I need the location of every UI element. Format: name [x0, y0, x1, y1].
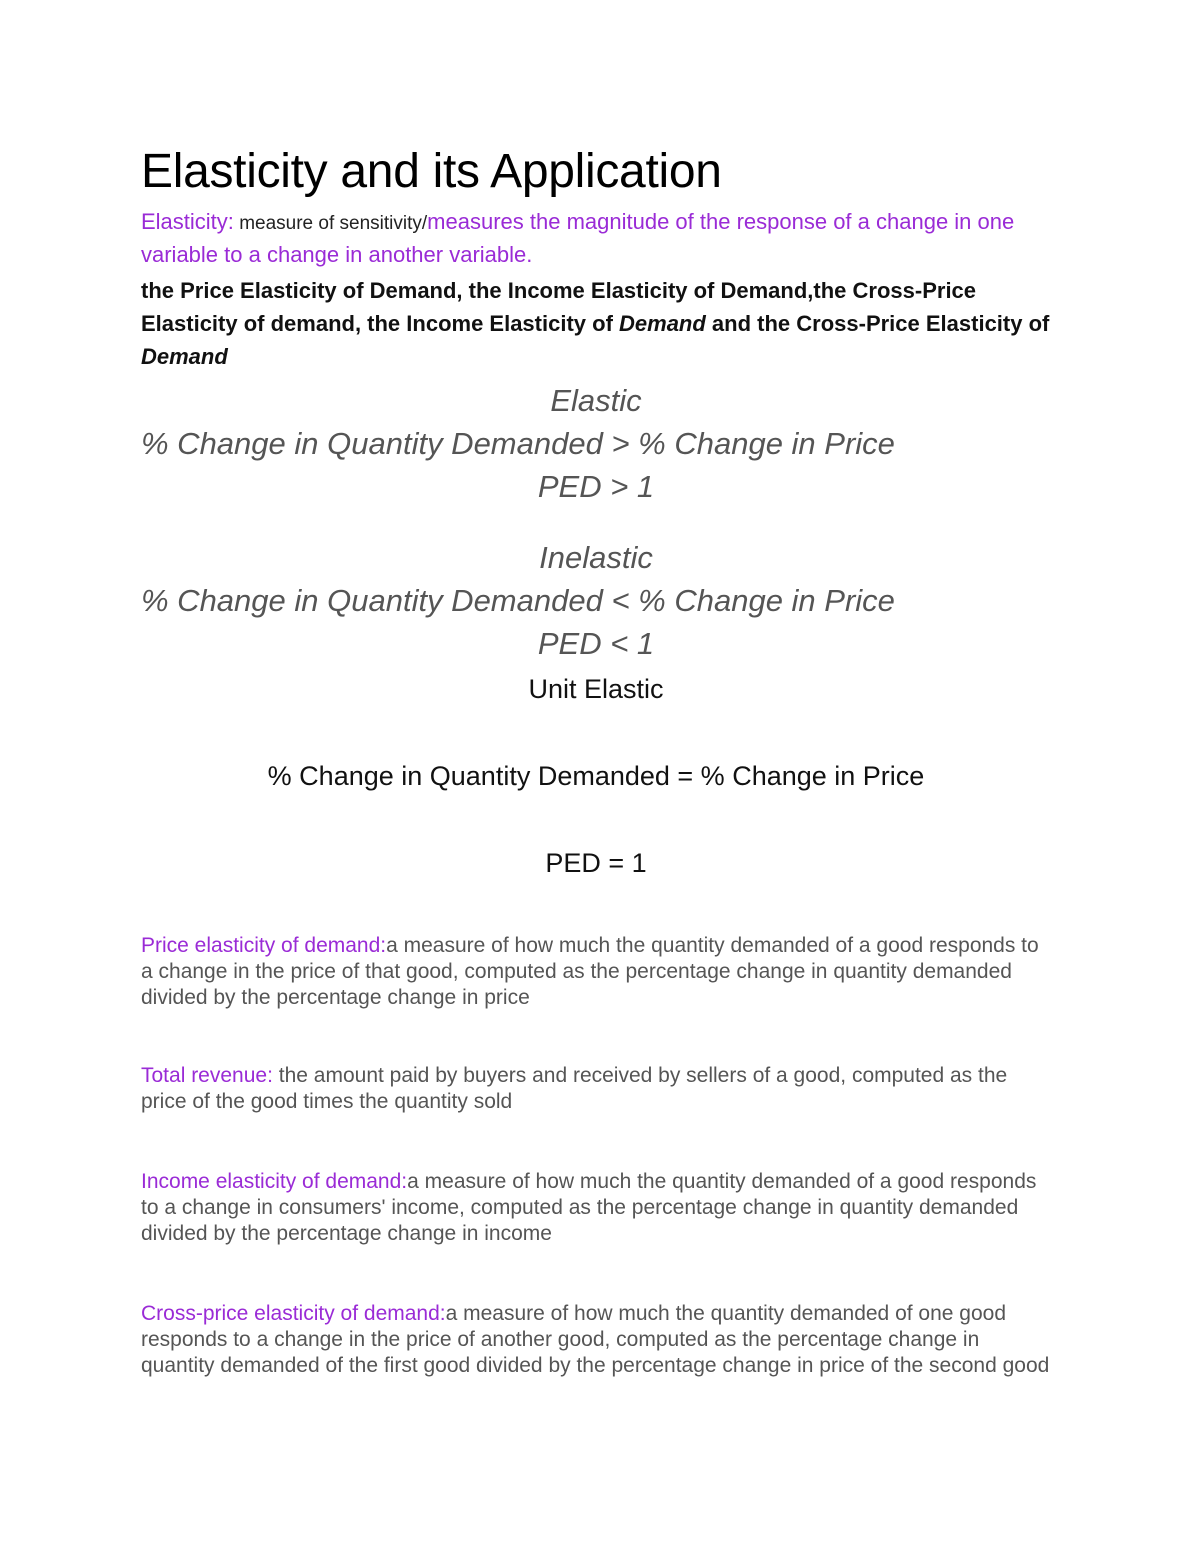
- definition-price-elasticity: [141, 933, 1051, 1011]
- elastic-label: Elastic: [550, 383, 642, 418]
- elastic-relation: % Change in Quantity Demanded > % Change in Price: [141, 426, 895, 461]
- inelastic-section: [141, 536, 1051, 665]
- elasticity-short-def: measure of sensitivity/: [233, 213, 428, 234]
- elasticity-long-def: measures the magnitude of the response of a change in one variable to a change in another variable.: [141, 209, 1015, 267]
- types-text-2: and the Cross-Price Elasticity of: [705, 311, 1050, 336]
- definition-term: Total revenue:: [141, 1064, 273, 1087]
- unit-elastic-label: Unit Elastic: [528, 674, 664, 704]
- definition-text: the amount paid by buyers and received by sellers of a good, computed as the price of the good times the quantity sold: [141, 1064, 1008, 1113]
- unit-elastic-ped: PED = 1: [545, 848, 647, 878]
- inelastic-label: Inelastic: [539, 540, 653, 575]
- definition-text: a measure of how much the quantity demanded of a good responds to a change in the price of that good, computed as the percentage change in quantity demanded divided by the percentage change in price: [141, 934, 1039, 1009]
- elastic-ped: PED > 1: [537, 469, 655, 504]
- elastic-section: [141, 379, 1051, 508]
- definition-term: Income elasticity of demand:: [141, 1170, 408, 1193]
- types-italic-2: Demand: [141, 344, 228, 369]
- page-title: Elasticity and its Application: [141, 145, 722, 198]
- inelastic-ped: PED < 1: [537, 626, 655, 661]
- definition-total-revenue: [141, 1063, 1051, 1115]
- unit-elastic-relation: % Change in Quantity Demanded = % Change in Price: [267, 761, 925, 791]
- types-text-1: the Price Elasticity of Demand, the Income Elasticity of Demand,the Cross-Price Elasticity of demand, the Income Elasticity of: [141, 278, 977, 336]
- definition-term: Price elasticity of demand:: [141, 934, 387, 957]
- definition-cross-price-elasticity: [141, 1301, 1051, 1379]
- definition-text: a measure of how much the quantity demanded of one good responds to a change in the price of another good, computed as the percentage change in quantity demanded of the first good divided by the percentage change in price of the second good: [141, 1302, 1050, 1377]
- unit-elastic-section: [141, 669, 1051, 883]
- document-page: [141, 140, 1051, 1379]
- elasticity-types: [141, 274, 1051, 373]
- definition-text: a measure of how much the quantity demanded of a good responds to a change in consumers' income, computed as the percentage change in quantity demanded divided by the percentage change in income: [141, 1170, 1037, 1245]
- definition-income-elasticity: [141, 1169, 1051, 1247]
- types-italic-1: Demand: [619, 311, 706, 336]
- definition-term: Cross-price elasticity of demand:: [141, 1302, 446, 1325]
- elasticity-intro: [141, 206, 1051, 270]
- elasticity-term: Elasticity:: [141, 209, 234, 234]
- inelastic-relation: % Change in Quantity Demanded < % Change in Price: [141, 583, 895, 618]
